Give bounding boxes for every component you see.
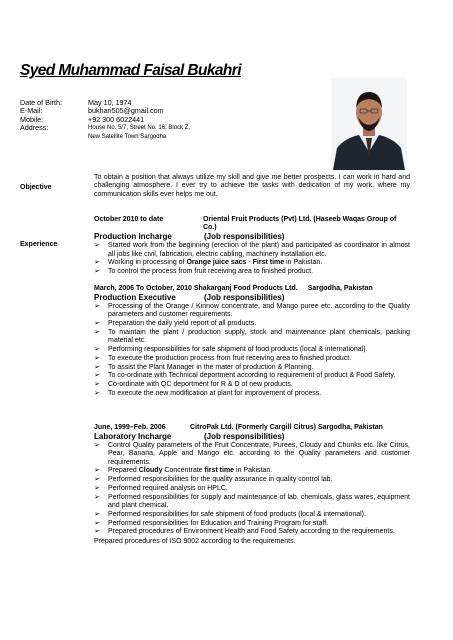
address-label: Address:: [20, 123, 49, 133]
job-3: [94, 424, 410, 546]
list-item: ➢ Performed responsibilities for the quality assurance in quality control lab.: [94, 476, 333, 484]
bullet-arrow-icon: ➢: [94, 510, 100, 518]
job-3-header: [94, 424, 410, 432]
bullet-arrow-icon: ➢: [94, 493, 100, 501]
job-2-title: Production Executive: [94, 293, 176, 303]
list-item: ➢ Working in processing of Orange juice sacs - First time in Pakistan.: [94, 259, 323, 267]
job-2-role: [94, 293, 410, 303]
job-3-role: [94, 432, 410, 442]
job-2-company: Sargodha, Pakistan: [307, 285, 373, 292]
job-3-list: [94, 442, 410, 536]
job-2-resp: (Job responsibilities): [204, 293, 285, 303]
list-item: ➢ Processing of the Orange / Kinnow concentrate, and Mango puree etc. according to the Quality parameters and customer requirements.: [94, 303, 410, 319]
address-line-2: New Satellite Town Sargodha: [88, 133, 167, 140]
dob-label: Date of Birth:: [20, 98, 62, 107]
job-2-list: [94, 303, 410, 398]
bullet-arrow-icon: ➢: [94, 354, 100, 362]
bullet-arrow-icon: ➢: [94, 485, 100, 492]
job-3-title: Laboratory Incharge: [94, 432, 172, 442]
bullet-arrow-icon: ➢: [94, 442, 100, 450]
job-3-period: June, 1999–Feb. 2006: [94, 424, 166, 431]
bullet-arrow-icon: ➢: [94, 381, 100, 389]
objective-label: Objective: [20, 184, 52, 191]
bullet-arrow-icon: ➢: [94, 346, 100, 353]
job-2-period: March, 2006 To October, 2010 Shakarganj Food Products Ltd.: [94, 285, 298, 292]
list-item: ➢ To co-ordinate with Technical deportment according to requirement of product & Food Safety.: [94, 372, 396, 380]
mobile-value: +92 300 6022441: [88, 114, 145, 124]
job-1-header: [94, 216, 410, 232]
bullet-arrow-icon: ➢: [94, 259, 100, 267]
list-item: ➢ Performed responsibilities for supply and maintenance of lab. chemicals, glass wares, equipment and plant chemical.: [94, 493, 410, 509]
address-value: [88, 124, 190, 141]
list-item: ➢ To assist the Plant Manager in the mater of production & Planning.: [94, 363, 314, 371]
objective-text: To obtain a position that always utilize my skill and give me better prospects. I can work in hard and challenging atmosphere. I ever try to achieve the tasks with dedication of my work, where my communication skills ever helps me out.: [94, 174, 410, 198]
job-1-resp: (Job responsibilities): [204, 232, 285, 242]
list-item: ➢ Performed responsibilities for Education and Training Program for staff.: [94, 519, 329, 527]
list-item: ➢ Co-ordinate with QC deportment for R & D of new products.: [94, 381, 293, 389]
job-1-title: Production Incharge: [94, 232, 172, 242]
bullet-arrow-icon: ➢: [94, 389, 100, 397]
list-item: ➢ Performed required analysis on HPLC.: [94, 485, 228, 492]
dob-value: May 10, 1974: [88, 98, 132, 107]
personal-info: [20, 99, 190, 141]
list-item: ➢ Control Quality parameters of the Fruit Concentrate, Purees, Cloudy and Chunks etc. like Citrus, Pear, Banana, Apple and Mango etc. according to the Quality parameters and customer requirements.: [94, 442, 410, 466]
bullet-arrow-icon: ➢: [94, 519, 100, 527]
bullet-arrow-icon: ➢: [94, 303, 100, 311]
mobile-label: Mobile:: [20, 114, 44, 124]
list-item: ➢ To execute the production process from fruit receiving area to finished product.: [94, 354, 352, 362]
portrait-image: [331, 78, 407, 170]
job-1-period: October 2010 to date: [94, 216, 164, 223]
list-item: ➢ Prepared procedures of Environment Health and Food Safety according to the requirements.: [94, 528, 395, 536]
list-item: ➢ Performing responsibilities for safe shipment of food products (local & international).: [94, 346, 368, 353]
job-2-header: [94, 285, 410, 293]
list-item: ➢ To maintain the plant / production supply, stock and maintenance plant chemicals, packing material etc.: [94, 329, 410, 345]
list-item: ➢ Preparation the daily yield report of all products.: [94, 320, 257, 328]
job-1: [94, 216, 410, 277]
email-label: E-Mail:: [20, 106, 43, 116]
email-value[interactable]: bukhari505@gmail.com: [88, 106, 164, 116]
job-3-resp: (Job responsibilities): [204, 432, 285, 442]
address-line-1: House No. 5/7, Street No. 16, Block Z,: [88, 125, 191, 132]
bullet-arrow-icon: ➢: [94, 476, 100, 484]
profile-photo: [331, 78, 407, 170]
list-item: ➢ To control the process from fruit receiving area to finished product.: [94, 268, 314, 276]
bullet-arrow-icon: ➢: [94, 372, 100, 380]
candidate-name: Syed Muhammad Faisal Bukahri: [20, 62, 241, 79]
job-1-list: [94, 242, 410, 276]
bullet-arrow-icon: ➢: [94, 467, 100, 475]
job-1-company: Oriental Fruit Products (Pvt) Ltd. (Haseeb Waqas Group of Co.): [202, 216, 397, 232]
list-item: ➢ Started work from the beginning (erection of the plant) and participated as coordinator in almost all jobs like civil, fabrication, electric cabling, machinery installation etc.: [94, 242, 410, 258]
list-item: ➢ Performed responsibilities for safe shipment of food products (local & international).: [94, 510, 366, 518]
address-row: [20, 124, 190, 141]
bullet-arrow-icon: ➢: [94, 329, 100, 336]
job-1-role: [94, 232, 410, 242]
list-item: ➢ Prepared Cloudy Concentrate first time in Pakistan.: [94, 467, 273, 475]
bullet-arrow-icon: ➢: [94, 320, 100, 328]
job-2: [94, 285, 410, 399]
bullet-arrow-icon: ➢: [94, 528, 100, 536]
job-3-footer: Prepared procedures of ISO 9002 according to the requirements.: [94, 537, 296, 545]
experience-label: Experience: [20, 241, 58, 248]
list-item: ➢ To execute the new modification at plant for improvement of process.: [94, 389, 322, 397]
bullet-arrow-icon: ➢: [94, 242, 100, 250]
job-3-company: CitroPak Ltd. (Formerly Cargill Citrus) Sargodha, Pakistan: [190, 424, 383, 431]
bullet-arrow-icon: ➢: [94, 363, 100, 371]
bullet-arrow-icon: ➢: [94, 268, 100, 276]
